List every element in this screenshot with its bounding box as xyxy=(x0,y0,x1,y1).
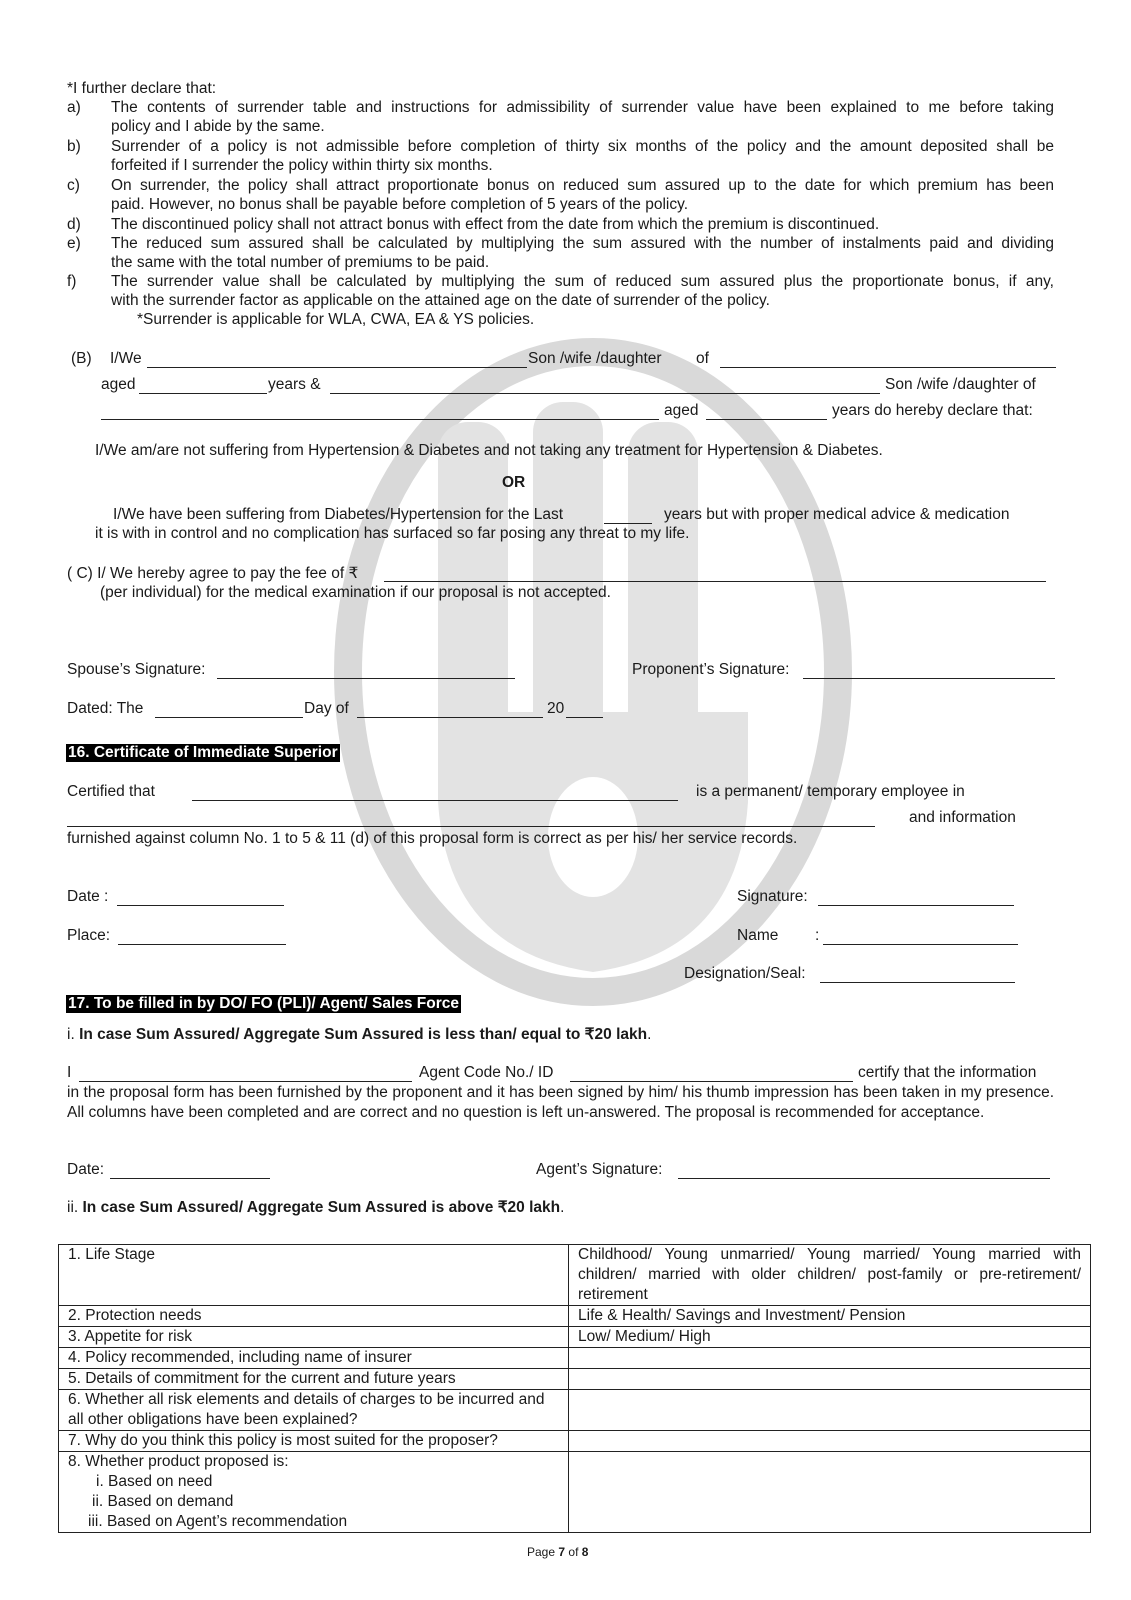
declaration-item-text: The surrender value shall be calculated by multiplying the sum of reduced sum assured plus the proportionate bonus, if any, xyxy=(111,273,1054,290)
furnished-statement: furnished against column No. 1 to 5 & 11 (d) of this proposal form is correct as per his/ her service records. xyxy=(67,830,798,847)
fee-agreement: ( C) I/ We hereby agree to pay the fee of ₹ xyxy=(67,565,359,582)
needs-analysis-table xyxy=(58,1244,1091,1533)
years-and-label: years & xyxy=(268,376,321,393)
age-field-1[interactable] xyxy=(139,393,267,394)
employment-type-label: is a permanent/ temporary employee in xyxy=(696,783,965,800)
or-separator: OR xyxy=(502,474,526,491)
case1-heading: i. In case Sum Assured/ Aggregate Sum Assured is less than/ equal to ₹20 lakh. xyxy=(67,1026,652,1043)
of-label: of xyxy=(696,350,709,367)
section-b-label: (B) xyxy=(71,350,92,367)
q8-option: i. Based on need xyxy=(96,1473,213,1490)
answer-cell[interactable] xyxy=(569,1348,1091,1369)
superior-place-label: Place: xyxy=(67,927,111,944)
declaration-item-text: The discontinued policy shall not attract bonus with effect from the date from which the premium is discontinued. xyxy=(111,216,880,233)
proponent-signature-label: Proponent’s Signature: xyxy=(632,661,790,678)
superior-name-colon: : xyxy=(815,927,820,944)
declaration-intro: *I further declare that: xyxy=(67,80,217,97)
agent-signature-field[interactable] xyxy=(678,1178,1050,1179)
declaration-item-label: f) xyxy=(67,273,77,290)
superior-place-field[interactable] xyxy=(118,944,286,945)
agent-date-label: Date: xyxy=(67,1161,105,1178)
answer-cell[interactable]: Childhood/ Young unmarried/ Young married/ Young married with children/ married with older children/ post-family or pre-retirement/ retirement xyxy=(569,1245,1091,1306)
designation-seal-field[interactable] xyxy=(820,982,1015,983)
fee-amount-field[interactable] xyxy=(384,581,1046,582)
superior-signature-field[interactable] xyxy=(818,905,1014,906)
declaration-item-text: On surrender, the policy shall attract proportionate bonus on reduced sum assured up to the date for which premium has been xyxy=(111,177,1054,194)
declaration-item-text: Surrender of a policy is not admissible before completion of thirty six months of the policy and the amount deposited shall be xyxy=(111,138,1054,155)
age-field-2[interactable] xyxy=(706,419,827,420)
dated-the-label: Dated: The xyxy=(67,700,144,717)
declaration-item-label: e) xyxy=(67,235,81,252)
question-cell: 2. Protection needs xyxy=(59,1306,569,1327)
agent-i-label: I xyxy=(67,1064,72,1081)
certify-label: certify that the information xyxy=(858,1064,1037,1081)
years-illness-field[interactable] xyxy=(604,523,652,524)
question-cell: 5. Details of commitment for the current and future years xyxy=(59,1369,569,1390)
declaration-item-label: b) xyxy=(67,138,81,155)
table-row xyxy=(59,1306,1091,1327)
table-row xyxy=(59,1348,1091,1369)
q8-option: ii. Based on demand xyxy=(92,1493,234,1510)
dated-month-field[interactable] xyxy=(357,717,543,718)
superior-signature-label: Signature: xyxy=(737,888,808,905)
relation-label: Son /wife /daughter xyxy=(528,350,662,367)
name-field-2[interactable] xyxy=(330,393,880,394)
table-row xyxy=(59,1369,1091,1390)
superior-name-label: Name xyxy=(737,927,779,944)
agent-date-field[interactable] xyxy=(110,1178,270,1179)
table-row xyxy=(59,1390,1091,1431)
statement-illness-c: it is with in control and no complication has surfaced so far posing any threat to my life. xyxy=(95,525,690,542)
and-information-label: and information xyxy=(909,809,1016,826)
question-cell: 6. Whether all risk elements and details of charges to be incurred and all other obligations have been explained? xyxy=(59,1390,569,1431)
declaration-item-text: The reduced sum assured shall be calculated by multiplying the sum assured with the number of instalments paid and dividing xyxy=(111,235,1054,252)
parent-name-field-2[interactable] xyxy=(101,419,659,420)
case2-heading: ii. In case Sum Assured/ Aggregate Sum Assured is above ₹20 lakh. xyxy=(67,1199,565,1216)
question-cell: 4. Policy recommended, including name of insurer xyxy=(59,1348,569,1369)
question-cell: 1. Life Stage xyxy=(59,1245,569,1306)
agent-name-field[interactable] xyxy=(79,1081,412,1082)
superior-date-field[interactable] xyxy=(117,905,284,906)
proponent-signature-field[interactable] xyxy=(803,678,1055,679)
section-16-heading: 16. Certificate of Immediate Superior xyxy=(68,744,338,761)
q8-option: iii. Based on Agent’s recommendation xyxy=(88,1513,348,1530)
certified-that-label: Certified that xyxy=(67,783,155,800)
relation-label-2: Son /wife /daughter of xyxy=(885,376,1036,393)
spouse-signature-label: Spouse’s Signature: xyxy=(67,661,206,678)
answer-cell[interactable]: Life & Health/ Savings and Investment/ Pension xyxy=(569,1306,1091,1327)
spouse-signature-field[interactable] xyxy=(217,678,515,679)
declaration-item-text: The contents of surrender table and instructions for admissibility of surrender value have been explained to me before taking xyxy=(111,99,1054,116)
statement-illness-b: years but with proper medical advice & medication xyxy=(664,506,1010,523)
declaration-item-label: a) xyxy=(67,99,81,116)
parent-name-field-1[interactable] xyxy=(720,367,1056,368)
dated-year-field[interactable] xyxy=(566,717,603,718)
statement-illness-a: I/We have been suffering from Diabetes/Hypertension for the Last xyxy=(113,506,564,523)
employee-name-field[interactable] xyxy=(192,800,678,801)
aged-label-2: aged xyxy=(664,402,699,419)
fee-agreement-cont: (per individual) for the medical examination if our proposal is not accepted. xyxy=(100,584,611,601)
agent-certification-para: in the proposal form has been furnished by the proponent and it has been signed by him/ his thumb impression has been taken in my presence. All columns have been completed and are correct and no question is left un-answered. The proposal is recommended for acceptance. xyxy=(67,1084,1054,1121)
surrender-note: *Surrender is applicable for WLA, CWA, EA & YS policies. xyxy=(137,311,535,328)
declaration-item-text: policy and I abide by the same. xyxy=(111,118,325,135)
answer-cell[interactable] xyxy=(569,1369,1091,1390)
iwe-label: I/We xyxy=(110,350,142,367)
declare-label: years do hereby declare that: xyxy=(832,402,1033,419)
declaration-item-text: paid. However, no bonus shall be payable before completion of 5 years of the policy. xyxy=(111,196,689,213)
agent-code-label: Agent Code No./ ID xyxy=(419,1064,554,1081)
office-field[interactable] xyxy=(67,826,875,827)
superior-name-field[interactable] xyxy=(823,944,1018,945)
year-prefix: 20 xyxy=(547,700,565,717)
declaration-item-text: the same with the total number of premiums to be paid. xyxy=(111,254,490,271)
q8-title: 8. Whether product proposed is: xyxy=(68,1453,289,1470)
agent-code-field[interactable] xyxy=(570,1081,853,1082)
aged-label: aged xyxy=(101,376,136,393)
name-field-1[interactable] xyxy=(147,367,527,368)
section-17-heading: 17. To be filled in by DO/ FO (PLI)/ Agent/ Sales Force xyxy=(68,995,460,1012)
superior-date-label: Date : xyxy=(67,888,109,905)
answer-cell[interactable] xyxy=(569,1452,1091,1533)
declaration-item-label: c) xyxy=(67,177,80,194)
question-cell: 3. Appetite for risk xyxy=(59,1327,569,1348)
declaration-item-label: d) xyxy=(67,216,81,233)
statement-no-illness: I/We am/are not suffering from Hypertension & Diabetes and not taking any treatment for Hypertension & Diabetes. xyxy=(95,442,883,459)
answer-cell[interactable]: Low/ Medium/ High xyxy=(569,1327,1091,1348)
question-cell xyxy=(59,1452,569,1533)
table-row xyxy=(59,1452,1091,1533)
table-row xyxy=(59,1327,1091,1348)
dated-day-field[interactable] xyxy=(155,717,303,718)
table-row xyxy=(59,1431,1091,1452)
agent-signature-label: Agent’s Signature: xyxy=(536,1161,663,1178)
answer-cell[interactable] xyxy=(569,1390,1091,1431)
designation-seal-label: Designation/Seal: xyxy=(684,965,806,982)
answer-cell[interactable] xyxy=(569,1431,1091,1452)
table-row xyxy=(59,1245,1091,1306)
day-of-label: Day of xyxy=(304,700,349,717)
declaration-item-text: with the surrender factor as applicable on the attained age on the date of surrender of the policy. xyxy=(111,292,770,309)
declaration-item-text: forfeited if I surrender the policy within thirty six months. xyxy=(111,157,493,174)
page-footer: Page 7 of 8 xyxy=(527,1545,589,1559)
question-cell: 7. Why do you think this policy is most suited for the proposer? xyxy=(59,1431,569,1452)
